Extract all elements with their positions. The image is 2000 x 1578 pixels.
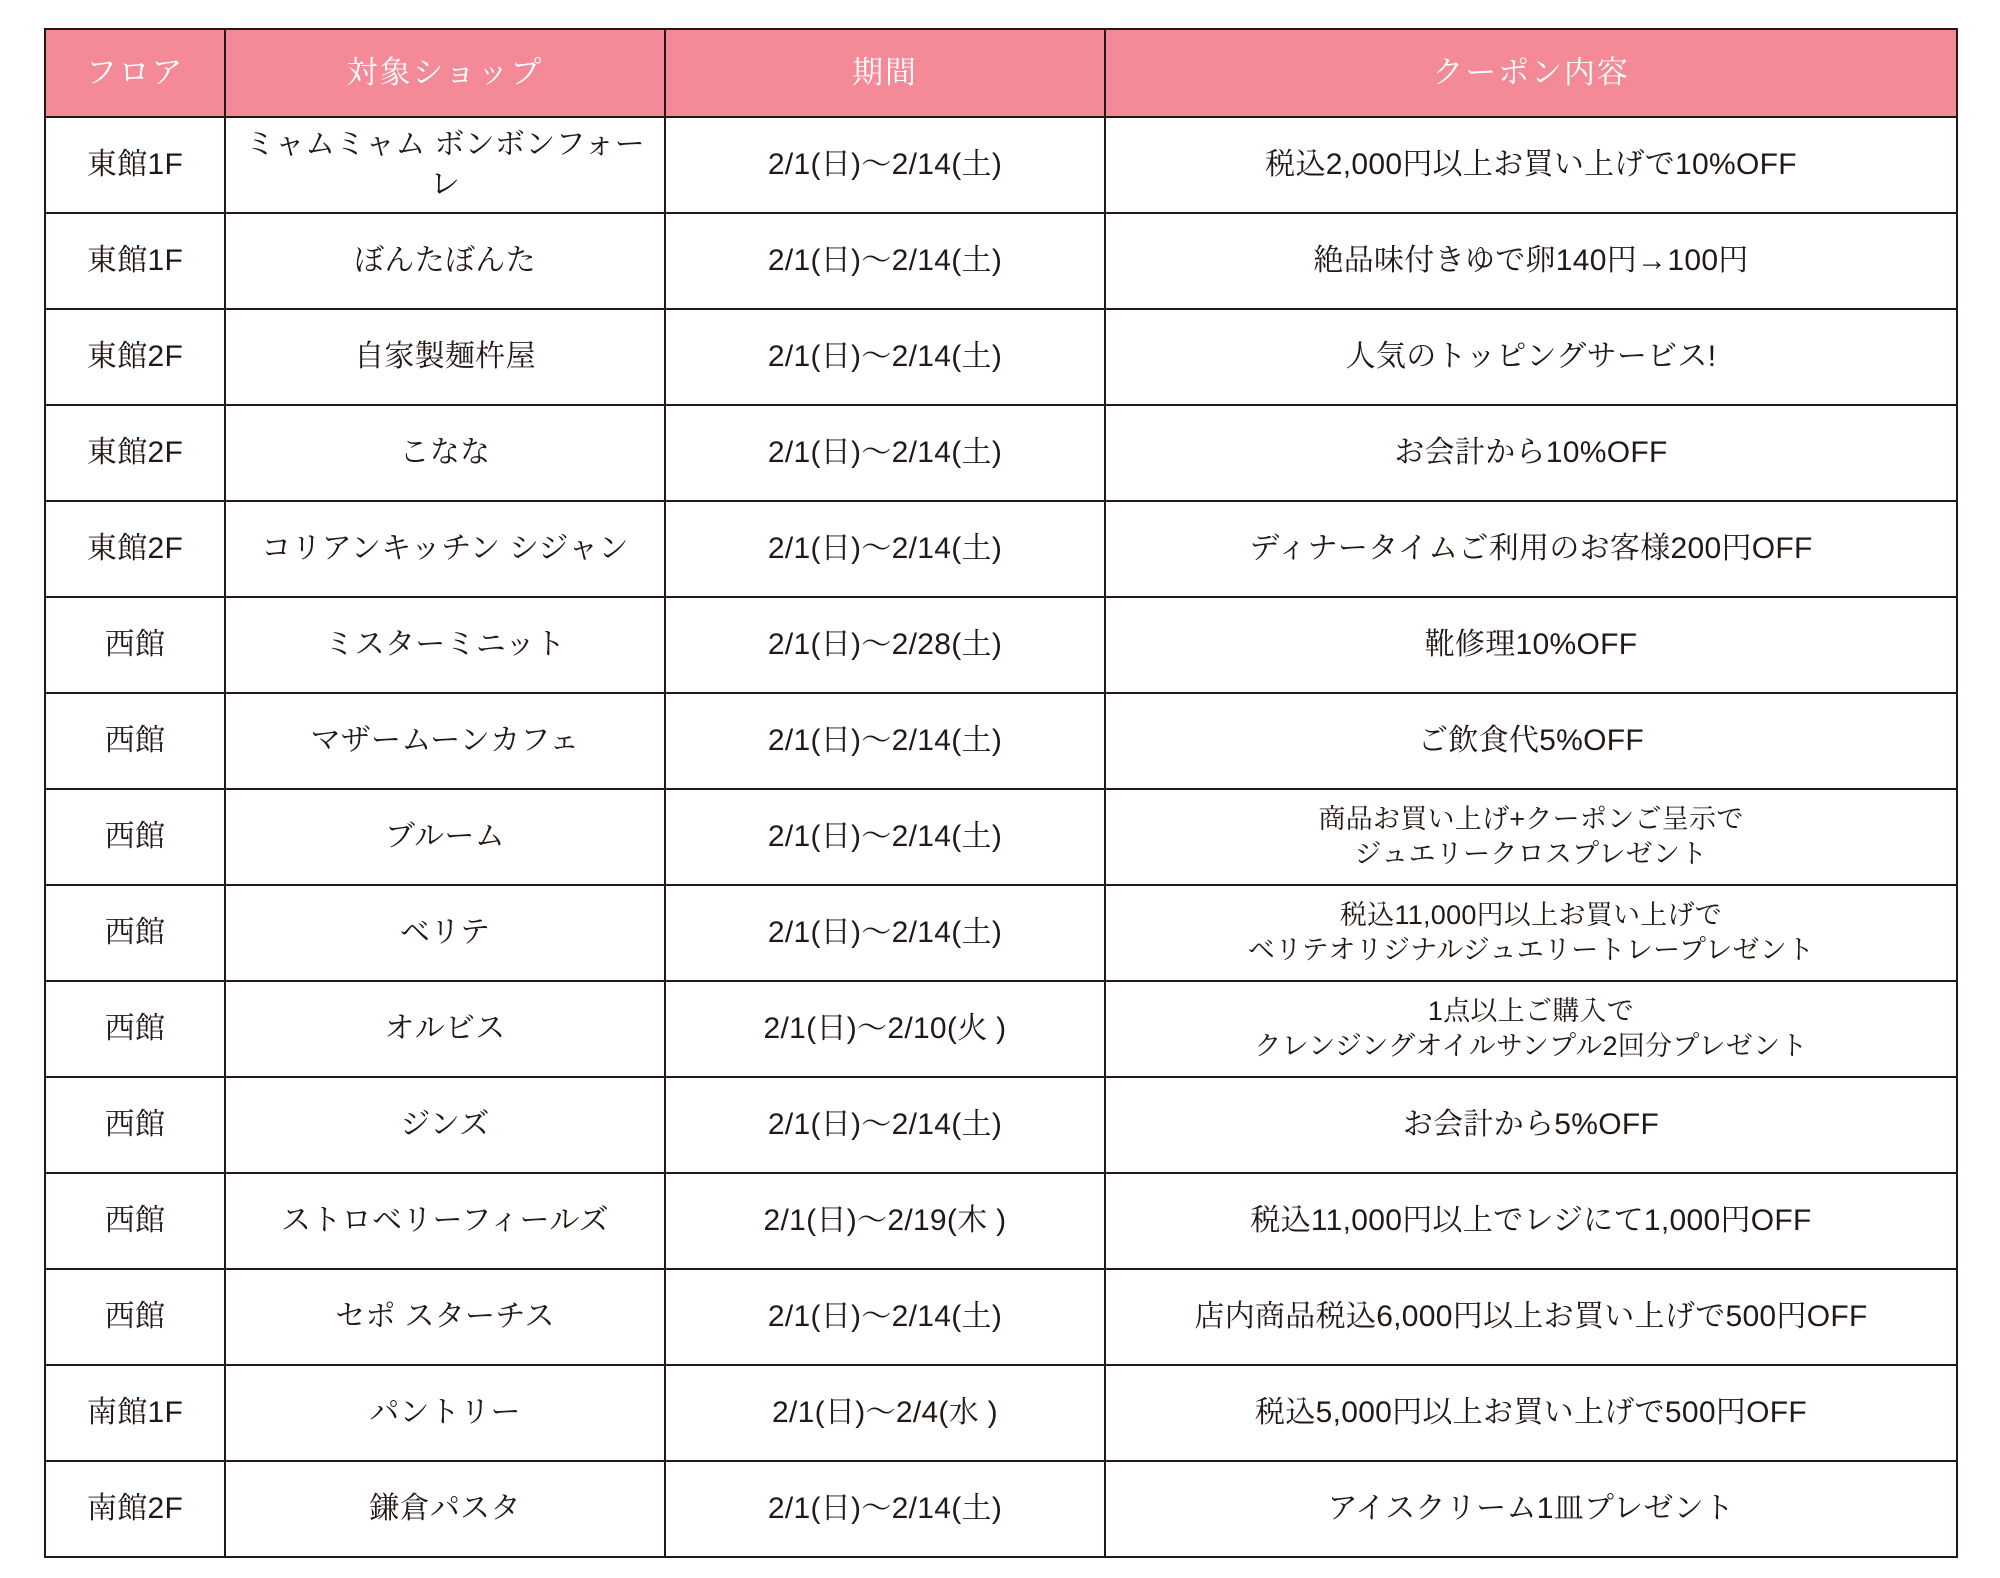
cell-coupon-description (1105, 1269, 1957, 1365)
cell-shop: ベリテ (225, 885, 665, 981)
column-header-shop: 対象ショップ (225, 29, 665, 117)
coupon-description-line: 1点以上ご購入で (1427, 996, 1635, 1027)
coupon-description-line: 人気のトッピングサービス! (1345, 340, 1717, 374)
cell-coupon-description (1105, 213, 1957, 309)
cell-shop: ミスターミニット (225, 597, 665, 693)
cell-floor: 西館 (45, 693, 225, 789)
coupon-description-line: 税込11,000円以上お買い上げで (1339, 900, 1723, 931)
cell-floor: 西館 (45, 1077, 225, 1173)
cell-shop: 鎌倉パスタ (225, 1461, 665, 1557)
table-row (45, 1365, 1957, 1461)
table-header (45, 29, 1957, 117)
cell-floor: 東館2F (45, 405, 225, 501)
coupon-description-line: 絶品味付きゆで卵140円→100円 (1313, 244, 1749, 278)
table-body (45, 117, 1957, 1557)
coupon-description-line: ベリテオリジナルジュエリートレープレゼント (1247, 935, 1815, 965)
cell-floor: 南館1F (45, 1365, 225, 1461)
cell-term: 2/1(日)～2/10(火 ) (665, 981, 1105, 1077)
table-row (45, 1077, 1957, 1173)
cell-coupon-description (1105, 597, 1957, 693)
column-header-floor: フロア (45, 29, 225, 117)
table-row (45, 597, 1957, 693)
cell-term: 2/1(日)～2/14(土) (665, 213, 1105, 309)
cell-term: 2/1(日)～2/14(土) (665, 789, 1105, 885)
cell-coupon-description (1105, 309, 1957, 405)
cell-shop: ブルーム (225, 789, 665, 885)
coupon-description-line: お会計から10%OFF (1394, 436, 1668, 470)
coupon-description-line: 店内商品税込6,000円以上お買い上げで500円OFF (1194, 1300, 1868, 1334)
table-row (45, 309, 1957, 405)
table-row (45, 1461, 1957, 1557)
table-row (45, 789, 1957, 885)
cell-coupon-description (1105, 1173, 1957, 1269)
cell-coupon-description (1105, 405, 1957, 501)
cell-shop: ジンズ (225, 1077, 665, 1173)
coupon-description-line: アイスクリーム1皿プレゼント (1327, 1492, 1735, 1526)
coupon-description-line: 靴修理10%OFF (1424, 628, 1638, 662)
coupon-description-line: ジュエリークロスプレゼント (1354, 839, 1708, 869)
table-row (45, 885, 1957, 981)
table-row (45, 981, 1957, 1077)
cell-shop: オルビス (225, 981, 665, 1077)
cell-shop: ミャムミャム ボンボンフォーレ (225, 117, 665, 213)
cell-floor: 東館1F (45, 117, 225, 213)
cell-coupon-description (1105, 885, 1957, 981)
table-row (45, 501, 1957, 597)
table-row (45, 117, 1957, 213)
cell-coupon-description (1105, 693, 1957, 789)
cell-coupon-description (1105, 789, 1957, 885)
cell-shop: セポ スターチス (225, 1269, 665, 1365)
cell-term: 2/1(日)～2/14(土) (665, 1077, 1105, 1173)
cell-term: 2/1(日)～2/19(木 ) (665, 1173, 1105, 1269)
coupon-description-line: 税込5,000円以上お買い上げで500円OFF (1254, 1396, 1807, 1430)
table-row (45, 405, 1957, 501)
cell-coupon-description (1105, 1461, 1957, 1557)
cell-coupon-description (1105, 1077, 1957, 1173)
cell-coupon-description (1105, 501, 1957, 597)
coupon-description-line: 税込2,000円以上お買い上げで10%OFF (1265, 148, 1797, 182)
cell-term: 2/1(日)～2/14(土) (665, 1269, 1105, 1365)
cell-floor: 西館 (45, 1269, 225, 1365)
cell-floor: 東館1F (45, 213, 225, 309)
cell-floor: 西館 (45, 1173, 225, 1269)
cell-floor: 西館 (45, 981, 225, 1077)
cell-term: 2/1(日)～2/14(土) (665, 885, 1105, 981)
cell-term: 2/1(日)～2/14(土) (665, 117, 1105, 213)
cell-term: 2/1(日)～2/14(土) (665, 405, 1105, 501)
cell-term: 2/1(日)～2/14(土) (665, 309, 1105, 405)
cell-term: 2/1(日)～2/14(土) (665, 693, 1105, 789)
cell-shop: ストロベリーフィールズ (225, 1173, 665, 1269)
cell-floor: 西館 (45, 789, 225, 885)
cell-coupon-description (1105, 117, 1957, 213)
cell-term: 2/1(日)～2/14(土) (665, 501, 1105, 597)
coupon-description-line: 税込11,000円以上でレジにて1,000円OFF (1250, 1204, 1812, 1238)
cell-term: 2/1(日)～2/28(土) (665, 597, 1105, 693)
coupon-description-line: ご飲食代5%OFF (1417, 724, 1645, 758)
cell-floor: 西館 (45, 597, 225, 693)
cell-shop: 自家製麺杵屋 (225, 309, 665, 405)
coupon-description-line: ディナータイムご利用のお客様200円OFF (1249, 532, 1813, 566)
cell-term: 2/1(日)～2/4(水 ) (665, 1365, 1105, 1461)
table-row (45, 213, 1957, 309)
coupon-table (44, 28, 1958, 1558)
cell-term: 2/1(日)～2/14(土) (665, 1461, 1105, 1557)
cell-coupon-description (1105, 981, 1957, 1077)
cell-shop: マザームーンカフェ (225, 693, 665, 789)
cell-floor: 東館2F (45, 309, 225, 405)
table-header-row (45, 29, 1957, 117)
column-header-coupon: クーポン内容 (1105, 29, 1957, 117)
column-header-term: 期間 (665, 29, 1105, 117)
table-row (45, 693, 1957, 789)
cell-shop: コリアンキッチン シジャン (225, 501, 665, 597)
cell-floor: 西館 (45, 885, 225, 981)
cell-shop: こなな (225, 405, 665, 501)
coupon-description-line: お会計から5%OFF (1402, 1108, 1660, 1142)
cell-shop: パントリー (225, 1365, 665, 1461)
cell-floor: 南館2F (45, 1461, 225, 1557)
cell-coupon-description (1105, 1365, 1957, 1461)
table-row (45, 1173, 1957, 1269)
cell-floor: 東館2F (45, 501, 225, 597)
coupon-description-line: 商品お買い上げ+クーポンご呈示で (1318, 804, 1744, 835)
cell-shop: ぼんたぼんた (225, 213, 665, 309)
table-row (45, 1269, 1957, 1365)
coupon-description-line: クレンジングオイルサンプル2回分プレゼント (1254, 1031, 1808, 1061)
